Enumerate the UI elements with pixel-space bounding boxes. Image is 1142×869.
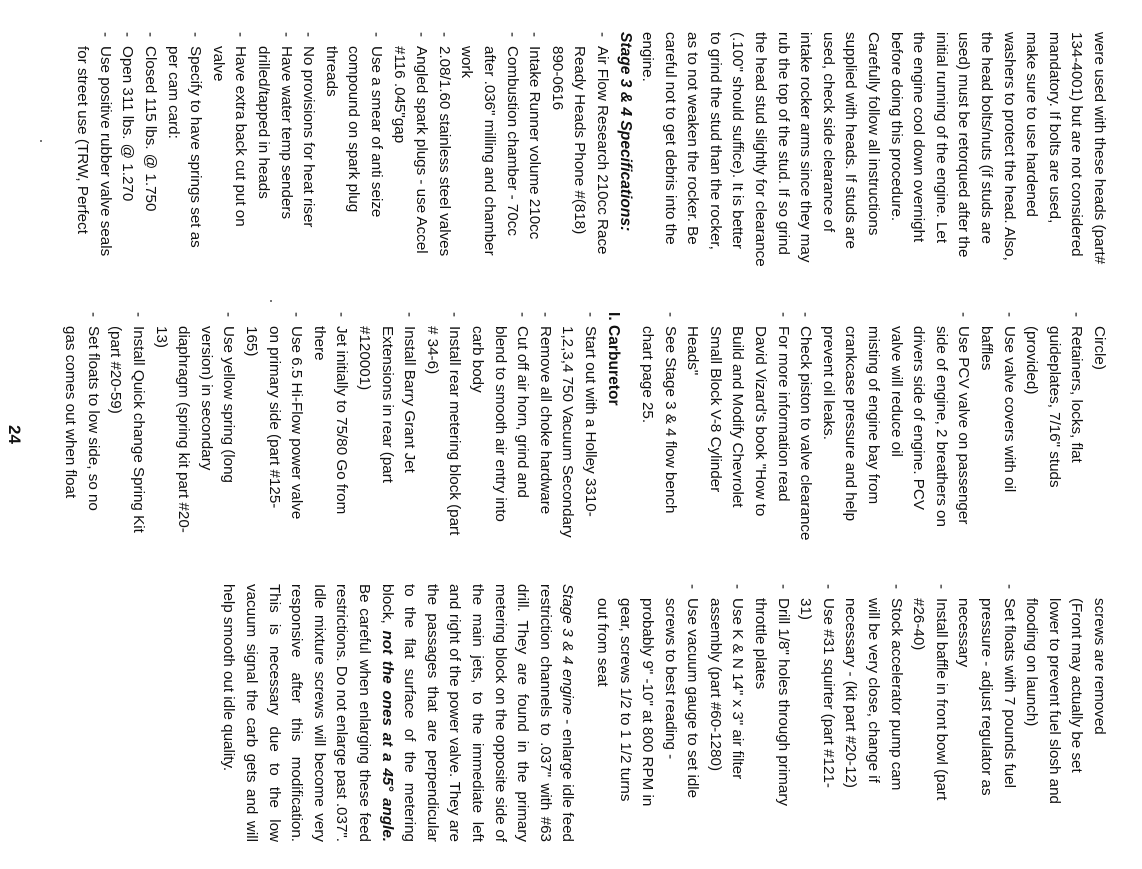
paragraph-text-2: Be careful when enlarging these feed restrictions. Do not enlarge past .037". Idle mixture screws will become very responsive after this modification. This is necessary due to the low vacuum signal the carb gets and will help smooth out idle quality.: [220, 584, 373, 842]
text-line: were used with these heads (part#: [1091, 32, 1108, 265]
text-line: to grind the stud than the rocker,: [706, 32, 724, 250]
list-item-line: flooding on launch): [1023, 598, 1041, 727]
list-item: [138, 32, 161, 281]
list-item-line: - Use valve covers with oil: [1000, 326, 1018, 493]
list-item-line: 1,2,3,4 750 Vacuum Secondary: [559, 326, 577, 538]
list-item-line: lower to prevent fuel slosh and: [1045, 598, 1063, 804]
list-item: [636, 312, 681, 562]
list-item-line: - 2.08/1.60 stainless steel valves: [435, 46, 453, 257]
list-item: [952, 584, 1020, 842]
list-item: [297, 32, 320, 281]
list-item-line: Small Block V-8 Cylinder: [706, 326, 724, 493]
list-item-line: 165): [243, 326, 261, 357]
list-item-line: (provided): [1023, 326, 1041, 395]
list-item-line: Extensions in rear (part: [378, 326, 396, 484]
list-item: [590, 584, 703, 842]
carburetor-list: [59, 312, 601, 562]
list-item-line: carb body: [468, 326, 486, 393]
list-item-line: Ready Heads Phone #(818): [571, 46, 589, 235]
list-item-line: #120001): [356, 326, 373, 391]
list-item-line: - Drill 1/8" holes through primary: [774, 598, 792, 806]
list-item-line: gas comes out when float: [62, 326, 80, 499]
list-item: [749, 584, 794, 842]
head-parts-list: [636, 312, 1110, 562]
text-line: intake rocker arms since they may: [797, 32, 815, 263]
list-item-line: - Install Quick change Spring Kit: [130, 326, 148, 533]
list-item-line: for street use (TRW, Perfect: [74, 46, 92, 234]
list-item-line: - Use yellow spring (long: [220, 326, 238, 484]
text-line: washers to protect the head. Also,: [1000, 32, 1018, 261]
list-item-line: guideplates, 7/16" studs: [1045, 326, 1063, 488]
carburetor-list-continued: [590, 584, 1110, 842]
list-item-line: - Use vacuum gauge to set idle: [684, 598, 702, 799]
list-item-line: - Install Barry Grant Jet: [401, 326, 419, 473]
list-item-line: - Use PCV valve on passenger: [955, 326, 973, 525]
list-item-line: out from seat: [593, 598, 611, 687]
list-item-line: valve will reduce oil: [887, 326, 905, 457]
list-item-line: - Set floats with 7 pounds fuel: [1000, 598, 1018, 788]
list-item-line: throttle plates: [752, 598, 770, 690]
specifications-list: [71, 32, 613, 281]
text-line: (.100" should suffice). It is better: [729, 32, 747, 250]
list-item-line: - Angled spark plugs - use Accel: [413, 46, 431, 254]
list-item: [104, 312, 149, 562]
list-item: [307, 312, 352, 562]
list-item-line: prevent oil leaks.: [819, 326, 837, 440]
list-item-line: valve: [209, 46, 227, 82]
list-item: [71, 32, 116, 281]
list-item-line: - Combustion chamber - 70cc: [503, 46, 521, 236]
list-item-line: - Remove all choke hardware: [536, 326, 554, 515]
list-item-line: - Jet initially to 75/80 Go from: [333, 326, 351, 515]
list-item-line: version) in secondary: [197, 326, 215, 471]
text-line: before doing this procedure.: [887, 32, 905, 222]
list-item-line: David Vizard's book "How to: [752, 326, 770, 517]
list-item: [352, 312, 420, 562]
list-item: [974, 312, 1019, 562]
list-item-line: assembly (part #60-1280): [706, 598, 724, 772]
list-item-line: drivers side of engine. PCV: [910, 326, 928, 511]
text-line: mandatory. If bolts are used,: [1045, 32, 1063, 224]
list-item-line: #26-40): [910, 598, 928, 651]
list-item-line: chart page 25.: [639, 326, 657, 424]
list-item: [703, 584, 748, 842]
list-item: [816, 312, 974, 562]
text-line: make sure to use hardened: [1023, 32, 1041, 217]
list-item: [149, 312, 239, 562]
list-item: [116, 32, 139, 281]
list-item-line: - Specify to have springs set as: [187, 46, 205, 248]
list-item-line: after .036" milling and chamber: [480, 46, 498, 256]
list-item-line: - No provisions for heat riser: [300, 46, 318, 228]
list-item: [455, 32, 523, 281]
text-line: as to not weaken the rocker. Be: [684, 32, 702, 245]
list-item-line: - Have water temp senders: [277, 46, 295, 220]
column-2: [59, 312, 1110, 562]
list-item-line: Heads": [684, 326, 702, 376]
list-item-line: - Use a smear of anti seize: [368, 46, 385, 218]
specifications-heading: Stage 3 & 4 Specifications:: [616, 32, 634, 232]
text-line: rub the top of the stud. If so grind: [774, 32, 792, 255]
list-item-line: (Front may actually be set: [1068, 598, 1086, 773]
list-item-line: blend to smooth air entry into: [491, 326, 509, 522]
list-item-line: screws are removed: [1091, 598, 1108, 735]
list-item-line: - Use #31 squirter (part #121-: [819, 598, 837, 788]
list-item-line: - Intake Runner volume 210cc: [526, 46, 544, 240]
paragraph-emphasis: not the ones at a 45° angle.: [378, 630, 396, 842]
list-item: [1020, 312, 1088, 562]
list-item-line: Build and Modify Chevrolet: [729, 326, 747, 508]
list-item-line: per cam card:: [164, 46, 182, 139]
list-item: [387, 32, 432, 281]
list-item-line: - Check piston to valve clearance: [797, 326, 815, 541]
scan-speck: [40, 140, 42, 142]
list-item-line: drilled/tapped in heads: [255, 46, 273, 199]
list-item-line: #116 .045"gap: [390, 46, 408, 144]
carburetor-heading: I. Carburetor: [604, 312, 622, 406]
text-line: Carefully follow all instructions: [865, 32, 883, 236]
list-item-line: necessary - (kit part #20-12): [842, 598, 860, 788]
intro-paragraph: [636, 32, 1110, 281]
list-item-line: diaphragm (spring kit part #20-: [175, 326, 193, 533]
list-item: [839, 584, 907, 842]
text-line: the head stud slightly for clearance: [752, 32, 770, 267]
list-item: [465, 312, 533, 562]
text-line: initial running of the engine. Let: [932, 32, 950, 244]
list-item-line: - Open 311 lbs. @ 1.270: [119, 46, 137, 202]
list-item: [556, 312, 601, 562]
list-item: [794, 584, 839, 842]
list-item-line: probably 9" -10" at 800 RPM in: [639, 598, 657, 807]
list-item-line: misting of engine bay from: [865, 326, 883, 505]
list-item-line: - Cut off air horn, grind and: [514, 326, 532, 498]
list-item-line: Circle): [1091, 326, 1108, 370]
list-item-line: - Install rear metering block (part: [446, 326, 464, 536]
list-item-line: (part #20-59): [107, 326, 125, 414]
list-item: [523, 32, 546, 281]
list-item: [206, 32, 251, 281]
list-item-line: - Use positive rubber valve seals: [96, 46, 114, 257]
scan-speck: [270, 300, 272, 302]
list-item-line: - For more information read: [774, 326, 792, 502]
list-item-line: necessary: [955, 598, 973, 668]
text-line: the head bolts/nuts (if studs are: [978, 32, 996, 244]
list-item: [432, 32, 455, 281]
list-item-line: screws to best reading -: [661, 598, 679, 760]
list-item-line: - Air Flow Research 210cc Race: [593, 46, 611, 255]
text-line: engine.: [639, 32, 657, 82]
list-item-line: - Have extra back cut put on: [232, 46, 250, 227]
list-item: [533, 312, 556, 562]
list-item-line: - Start out with a Holley 3310-: [581, 326, 599, 517]
text-line: 134-4001) but are not considered: [1068, 32, 1086, 257]
list-item: [1087, 312, 1110, 562]
list-item-line: baffles: [978, 326, 996, 371]
list-item-line: - Set floats to low side, so no: [84, 326, 102, 511]
list-item-line: - Use K & N 14" x 3" air filter: [729, 598, 747, 780]
list-item: [794, 312, 817, 562]
list-item: [420, 312, 465, 562]
list-item-line: - See Stage 3 & 4 flow bench: [661, 326, 679, 514]
list-item-line: 31): [797, 598, 815, 620]
list-item-line: there: [310, 326, 328, 361]
paragraph-lead: Stage 3 & 4 engine: [559, 584, 577, 715]
list-item: [59, 312, 104, 562]
list-item-line: will be very close, change if: [865, 598, 883, 783]
column-1: [71, 32, 1110, 281]
list-item-line: - Install baffle in front bowl (part: [932, 598, 950, 801]
text-line: careful not to get debris into the: [661, 32, 679, 245]
list-item-line: - Use 6.5 Hi-Flow power valve: [288, 326, 306, 520]
list-item-line: on primary side (part #125-: [265, 326, 283, 509]
list-item: [161, 32, 206, 281]
text-line: the engine cool down overnight: [910, 32, 928, 243]
idle-feed-paragraph: [217, 584, 579, 842]
list-item-line: work: [458, 46, 476, 79]
list-item-line: threads: [322, 46, 340, 97]
paragraph-text-1: - enlarge idle feed restriction channels to .037" with #63 drill. They are found in the primary metering block on the opposite side of the main jets, to the immediate left and right of the power valve. They are the passages that are perpendicular to the flat surface of the metering block,: [378, 584, 577, 842]
list-item-line: # 34-6): [423, 326, 441, 375]
list-item: [681, 312, 794, 562]
list-item: [319, 32, 387, 281]
list-item-line: compound on spark plug: [345, 46, 363, 213]
list-item: [239, 312, 307, 562]
list-item-line: 890-0616: [548, 46, 566, 111]
list-item: [545, 32, 613, 281]
column-3: [217, 584, 1110, 842]
list-item-line: pressure - adjust regulator as: [978, 598, 996, 796]
list-item-line: - Stock accelerator pump cam: [887, 598, 905, 791]
text-line: used, check side clearance of: [819, 32, 837, 233]
page-number: 24: [5, 425, 24, 444]
text-line: supplied with heads. If studs are: [842, 32, 860, 249]
list-item-line: - Retainers, locks, flat: [1068, 326, 1086, 463]
list-item: [251, 32, 296, 281]
list-item-line: 13): [152, 326, 170, 348]
list-item: [907, 584, 952, 842]
text-line: used) must be retorqued after the: [955, 32, 973, 258]
list-item-line: - Closed 115 lbs. @ 1.750: [142, 46, 160, 212]
list-item-line: side of engine, 2 breathers on: [932, 326, 950, 527]
list-item: [1020, 584, 1110, 842]
list-item-line: gear, screws 1/2 to 1 1/2 turns: [616, 598, 634, 802]
list-item-line: crankcase pressure and help: [842, 326, 860, 522]
